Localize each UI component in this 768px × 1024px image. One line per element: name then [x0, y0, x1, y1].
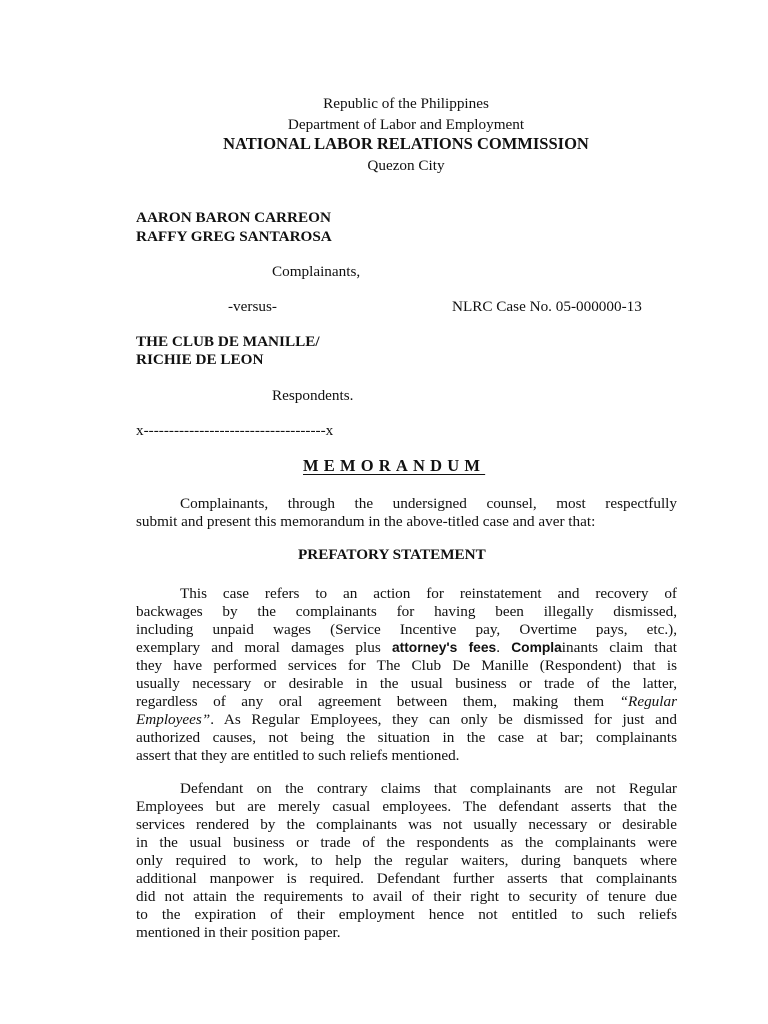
complainant-name-2: RAFFY GREG SANTAROSA: [136, 228, 332, 245]
intro-line-2: submit and present this memorandum in the above-titled case and aver that:: [136, 513, 596, 530]
p2-line-5: only required to work, to help the regular waiters, during banquets where: [136, 852, 677, 869]
p1-line-9: authorized causes, not being the situation in the case at bar; complainants: [136, 729, 677, 746]
section-heading: PREFATORY STATEMENT: [298, 546, 486, 563]
p1-line-4: [136, 639, 677, 657]
p2-line-2: Employees but are merely casual employees. The defendant asserts that the: [136, 798, 677, 815]
respondent-name-2: RICHIE DE LEON: [136, 351, 264, 368]
p1-line-4-c: .: [496, 639, 512, 656]
p1-line-1: This case refers to an action for reinstatement and recovery of: [180, 585, 677, 602]
header-republic: Republic of the Philippines: [323, 95, 489, 112]
p2-line-8: to the expiration of their employment hence not entitled to such reliefs: [136, 906, 677, 923]
prefatory-paragraph-2: [136, 780, 677, 942]
p1-line-8: [136, 711, 677, 729]
memorandum-title: MEMORANDUM: [303, 456, 486, 475]
p1-line-2: backwages by the complainants for having been illegally dismissed,: [136, 603, 677, 620]
complainants-bold-text: Compla: [511, 640, 562, 655]
complainant-name-1: AARON BARON CARREON: [136, 209, 331, 226]
intro-paragraph: [136, 495, 677, 531]
header-department: Department of Labor and Employment: [287, 116, 525, 133]
p1-line-7-a: regardless of any oral agreement between them, making them: [136, 693, 620, 710]
p1-line-3: including unpaid wages (Service Incentive pay, Overtime pays, etc.),: [136, 621, 677, 638]
p1-line-6: usually necessary or desirable in the usual business or trade of the latter,: [136, 675, 677, 692]
respondent-name-1: THE CLUB DE MANILLE/: [136, 333, 320, 350]
p2-line-3: services rendered by the complainants was not usually necessary or desirable: [136, 816, 677, 833]
attorneys-fees-text: attorney's fees: [391, 640, 497, 655]
complainants-label: Complainants,: [272, 263, 361, 280]
p1-line-8-b: . As Regular Employees, they can only be dismissed for just and: [210, 711, 677, 728]
regular-italic-text: “Regular: [619, 693, 677, 710]
p1-line-10: assert that they are entitled to such reliefs mentioned.: [136, 747, 460, 764]
p2-line-9: mentioned in their position paper.: [136, 924, 341, 941]
header-commission: NATIONAL LABOR RELATIONS COMMISSION: [223, 134, 589, 153]
p1-line-5: they have performed services for The Club De Manille (Respondent) that is: [136, 657, 677, 674]
versus-text: -versus-: [228, 298, 277, 315]
p2-line-4: in the usual business or trade of the respondents as the complainants were: [136, 834, 677, 851]
header-city: Quezon City: [367, 157, 445, 174]
p1-line-4-a: exemplary and moral damages plus: [136, 639, 392, 656]
p1-line-4-e: inants claim that: [561, 639, 677, 656]
employees-italic-text: Employees”: [136, 711, 211, 728]
p2-line-6: additional manpower is required. Defendant further asserts that complainants: [136, 870, 677, 887]
intro-line-1: Complainants, through the undersigned counsel, most respectfully: [180, 495, 677, 512]
prefatory-paragraph-1: [136, 585, 677, 765]
respondents-label: Respondents.: [272, 387, 354, 404]
p1-line-7: [136, 693, 677, 711]
separator-line: x------------------------------------x: [136, 422, 334, 439]
case-number: NLRC Case No. 05-000000-13: [452, 298, 642, 315]
p2-line-7: did not attain the requirements to avail of their right to security of tenure due: [136, 888, 677, 905]
p2-line-1: Defendant on the contrary claims that complainants are not Regular: [180, 780, 677, 797]
